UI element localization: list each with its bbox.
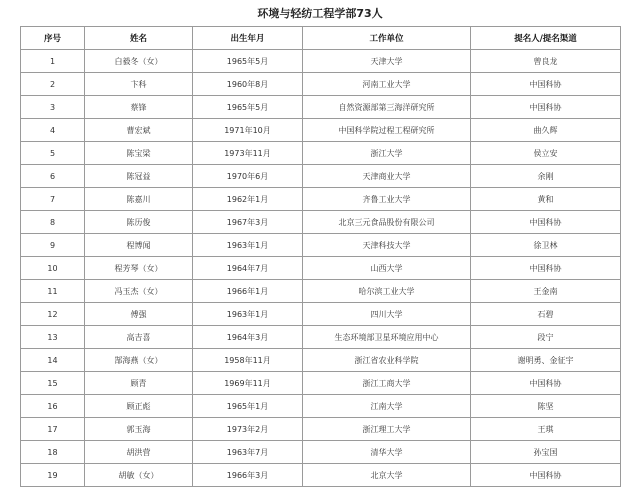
cell-name: 顾青 — [85, 372, 193, 395]
cell-birth-date: 1958年11月 — [193, 349, 303, 372]
cell-birth-date: 1966年1月 — [193, 280, 303, 303]
cell-serial-number: 15 — [21, 372, 85, 395]
cell-name: 程芳琴（女） — [85, 257, 193, 280]
cell-birth-date: 1963年1月 — [193, 234, 303, 257]
cell-name: 陈嘉川 — [85, 188, 193, 211]
cell-name: 卞科 — [85, 73, 193, 96]
cell-name: 蔡锋 — [85, 96, 193, 119]
table-row — [21, 257, 621, 280]
table-header-row — [21, 27, 621, 50]
cell-name: 陈历俊 — [85, 211, 193, 234]
cell-nominator: 余刚 — [471, 165, 621, 188]
table-row — [21, 73, 621, 96]
cell-serial-number: 2 — [21, 73, 85, 96]
table-body — [21, 50, 621, 487]
cell-nominator: 中国科协 — [471, 211, 621, 234]
header-work-unit: 工作单位 — [303, 27, 471, 50]
cell-nominator: 中国科协 — [471, 96, 621, 119]
cell-nominator: 中国科协 — [471, 73, 621, 96]
cell-birth-date: 1966年3月 — [193, 464, 303, 487]
cell-work-unit: 浙江理工大学 — [303, 418, 471, 441]
cell-birth-date: 1964年7月 — [193, 257, 303, 280]
cell-work-unit: 江南大学 — [303, 395, 471, 418]
cell-serial-number: 10 — [21, 257, 85, 280]
table-row — [21, 234, 621, 257]
cell-birth-date: 1964年3月 — [193, 326, 303, 349]
cell-work-unit: 山西大学 — [303, 257, 471, 280]
table-row — [21, 326, 621, 349]
cell-name: 郜海燕（女） — [85, 349, 193, 372]
cell-work-unit: 清华大学 — [303, 441, 471, 464]
cell-nominator: 中国科协 — [471, 257, 621, 280]
table-row — [21, 280, 621, 303]
header-nominator: 提名人/提名渠道 — [471, 27, 621, 50]
cell-name: 陈宝梁 — [85, 142, 193, 165]
table-row — [21, 303, 621, 326]
table-row — [21, 119, 621, 142]
table-row — [21, 188, 621, 211]
cell-birth-date: 1967年3月 — [193, 211, 303, 234]
cell-nominator: 曲久辉 — [471, 119, 621, 142]
cell-serial-number: 12 — [21, 303, 85, 326]
cell-serial-number: 17 — [21, 418, 85, 441]
cell-work-unit: 天津商业大学 — [303, 165, 471, 188]
cell-serial-number: 4 — [21, 119, 85, 142]
table-row — [21, 349, 621, 372]
cell-nominator: 中国科协 — [471, 372, 621, 395]
cell-name: 曹宏斌 — [85, 119, 193, 142]
page-title: 环境与轻纺工程学部73人 — [257, 7, 383, 20]
cell-name: 冯玉杰（女） — [85, 280, 193, 303]
cell-work-unit: 北京三元食品股份有限公司 — [303, 211, 471, 234]
cell-name: 高吉喜 — [85, 326, 193, 349]
cell-nominator: 王金南 — [471, 280, 621, 303]
cell-birth-date: 1960年8月 — [193, 73, 303, 96]
cell-serial-number: 7 — [21, 188, 85, 211]
table-row — [21, 50, 621, 73]
cell-work-unit: 哈尔滨工业大学 — [303, 280, 471, 303]
cell-serial-number: 16 — [21, 395, 85, 418]
cell-nominator: 中国科协 — [471, 464, 621, 487]
table-row — [21, 211, 621, 234]
cell-work-unit: 天津科技大学 — [303, 234, 471, 257]
cell-serial-number: 18 — [21, 441, 85, 464]
cell-serial-number: 5 — [21, 142, 85, 165]
cell-name: 程博闻 — [85, 234, 193, 257]
cell-birth-date: 1963年7月 — [193, 441, 303, 464]
cell-nominator: 徐卫林 — [471, 234, 621, 257]
cell-work-unit: 河南工业大学 — [303, 73, 471, 96]
cell-work-unit: 浙江工商大学 — [303, 372, 471, 395]
cell-name: 胡敏（女） — [85, 464, 193, 487]
cell-serial-number: 19 — [21, 464, 85, 487]
table-row — [21, 418, 621, 441]
cell-nominator: 曾良龙 — [471, 50, 621, 73]
header-name: 姓名 — [85, 27, 193, 50]
cell-work-unit: 生态环境部卫星环境应用中心 — [303, 326, 471, 349]
cell-serial-number: 13 — [21, 326, 85, 349]
cell-serial-number: 9 — [21, 234, 85, 257]
cell-nominator: 段宁 — [471, 326, 621, 349]
header-birth-date: 出生年月 — [193, 27, 303, 50]
cell-nominator: 黄和 — [471, 188, 621, 211]
cell-nominator: 侯立安 — [471, 142, 621, 165]
cell-name: 傅强 — [85, 303, 193, 326]
cell-serial-number: 14 — [21, 349, 85, 372]
header-serial-number: 序号 — [21, 27, 85, 50]
cell-birth-date: 1962年1月 — [193, 188, 303, 211]
cell-serial-number: 3 — [21, 96, 85, 119]
cell-serial-number: 11 — [21, 280, 85, 303]
cell-work-unit: 四川大学 — [303, 303, 471, 326]
table-row — [21, 142, 621, 165]
cell-serial-number: 1 — [21, 50, 85, 73]
cell-nominator: 孙宝国 — [471, 441, 621, 464]
cell-birth-date: 1963年1月 — [193, 303, 303, 326]
cell-work-unit: 北京大学 — [303, 464, 471, 487]
cell-nominator: 谢明勇、金征宇 — [471, 349, 621, 372]
cell-birth-date: 1970年6月 — [193, 165, 303, 188]
cell-birth-date: 1973年2月 — [193, 418, 303, 441]
cell-work-unit: 浙江省农业科学院 — [303, 349, 471, 372]
cell-nominator: 陈坚 — [471, 395, 621, 418]
table-row — [21, 441, 621, 464]
cell-work-unit: 浙江大学 — [303, 142, 471, 165]
cell-work-unit: 中国科学院过程工程研究所 — [303, 119, 471, 142]
cell-birth-date: 1969年11月 — [193, 372, 303, 395]
cell-name: 白毅冬（女） — [85, 50, 193, 73]
cell-name: 胡洪营 — [85, 441, 193, 464]
cell-name: 顾正彪 — [85, 395, 193, 418]
cell-work-unit: 自然资源部第三海洋研究所 — [303, 96, 471, 119]
cell-birth-date: 1965年5月 — [193, 96, 303, 119]
table-row — [21, 165, 621, 188]
table-row — [21, 96, 621, 119]
cell-nominator: 石碧 — [471, 303, 621, 326]
cell-birth-date: 1973年11月 — [193, 142, 303, 165]
cell-name: 郭玉海 — [85, 418, 193, 441]
table-row — [21, 372, 621, 395]
cell-birth-date: 1971年10月 — [193, 119, 303, 142]
cell-work-unit: 天津大学 — [303, 50, 471, 73]
cell-birth-date: 1965年1月 — [193, 395, 303, 418]
table-row — [21, 395, 621, 418]
candidate-table — [20, 26, 621, 487]
cell-birth-date: 1965年5月 — [193, 50, 303, 73]
cell-name: 陈冠益 — [85, 165, 193, 188]
cell-work-unit: 齐鲁工业大学 — [303, 188, 471, 211]
cell-nominator: 王琪 — [471, 418, 621, 441]
cell-serial-number: 8 — [21, 211, 85, 234]
cell-serial-number: 6 — [21, 165, 85, 188]
table-row — [21, 464, 621, 487]
